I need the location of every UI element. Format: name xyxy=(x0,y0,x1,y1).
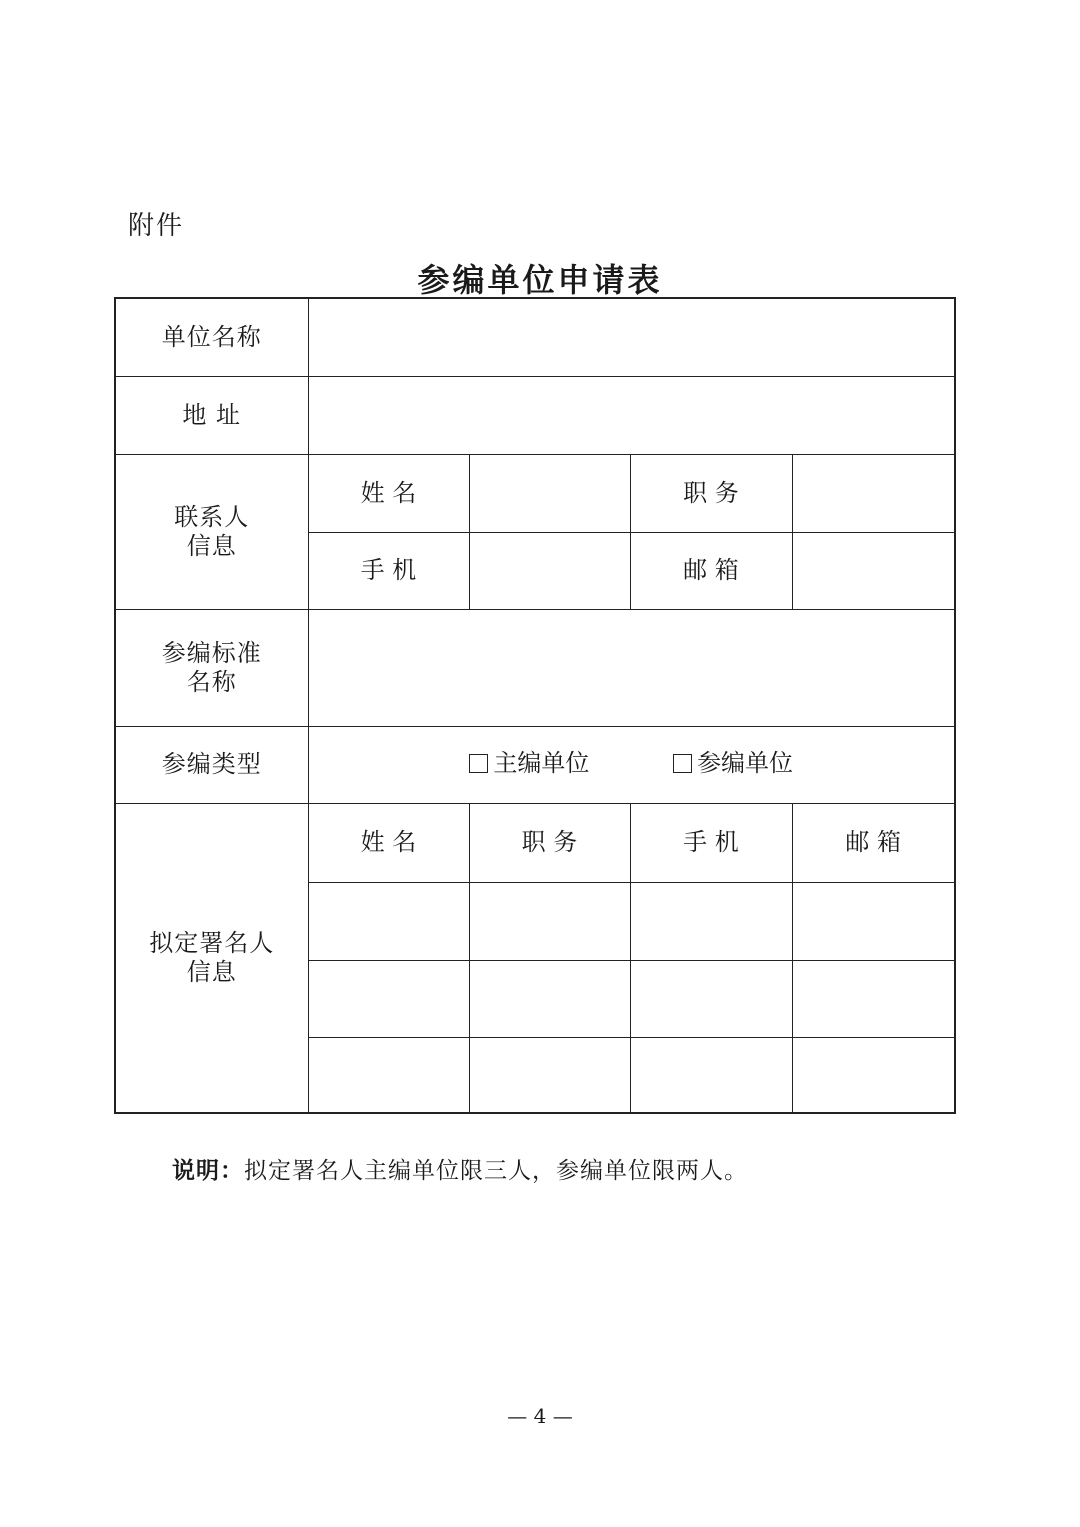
contact-name-field[interactable] xyxy=(469,454,630,532)
standard-name-field[interactable] xyxy=(308,609,955,726)
contact-email-label: 邮 箱 xyxy=(630,532,792,609)
signatory-2-name-field[interactable] xyxy=(308,960,469,1037)
unit-name-label: 单位名称 xyxy=(115,298,308,376)
address-label: 地 址 xyxy=(115,376,308,454)
unit-name-field[interactable] xyxy=(308,298,955,376)
signatory-3-email-field[interactable] xyxy=(792,1037,955,1113)
standard-name-label-line1: 参编标准 xyxy=(161,638,262,667)
signatory-info-label xyxy=(115,803,308,1113)
participating-editor-checkbox[interactable] xyxy=(673,754,692,773)
page-title: 参编单位申请表 xyxy=(417,261,663,299)
option-participating-editor[interactable] xyxy=(673,749,793,778)
contact-row-1 xyxy=(115,454,955,532)
signatory-header-row xyxy=(115,803,955,882)
signatory-col-mobile: 手 机 xyxy=(630,803,792,882)
participation-type-row xyxy=(115,726,955,803)
signatory-info-label-line2: 信息 xyxy=(186,957,237,986)
signatory-col-position: 职 务 xyxy=(469,803,630,882)
contact-info-label-line1: 联系人 xyxy=(174,502,250,531)
contact-mobile-label: 手 机 xyxy=(308,532,469,609)
address-field[interactable] xyxy=(308,376,955,454)
signatory-info-label-line1: 拟定署名人 xyxy=(149,928,275,957)
chief-editor-checkbox[interactable] xyxy=(469,754,488,773)
application-form-table xyxy=(114,297,956,1114)
contact-mobile-field[interactable] xyxy=(469,532,630,609)
signatory-1-mobile-field[interactable] xyxy=(630,882,792,960)
contact-name-label: 姓 名 xyxy=(308,454,469,532)
contact-info-label-line2: 信息 xyxy=(186,531,237,560)
participating-editor-label: 参编单位 xyxy=(697,749,794,778)
form-note xyxy=(172,1152,748,1185)
contact-email-field[interactable] xyxy=(792,532,955,609)
participation-type-options xyxy=(308,726,955,803)
signatory-1-name-field[interactable] xyxy=(308,882,469,960)
standard-name-label xyxy=(115,609,308,726)
chief-editor-label: 主编单位 xyxy=(493,749,590,778)
contact-position-label: 职 务 xyxy=(630,454,792,532)
signatory-3-position-field[interactable] xyxy=(469,1037,630,1113)
address-row xyxy=(115,376,955,454)
page-number: — 4 — xyxy=(507,1404,573,1428)
signatory-3-mobile-field[interactable] xyxy=(630,1037,792,1113)
option-chief-editor[interactable] xyxy=(469,749,589,778)
note-text: 拟定署名人主编单位限三人，参编单位限两人。 xyxy=(244,1158,748,1184)
standard-name-label-line2: 名称 xyxy=(186,667,237,696)
signatory-2-email-field[interactable] xyxy=(792,960,955,1037)
signatory-2-position-field[interactable] xyxy=(469,960,630,1037)
contact-info-label xyxy=(115,454,308,609)
attachment-label: 附件 xyxy=(128,211,185,241)
contact-position-field[interactable] xyxy=(792,454,955,532)
standard-name-row xyxy=(115,609,955,726)
signatory-col-email: 邮 箱 xyxy=(792,803,955,882)
signatory-3-name-field[interactable] xyxy=(308,1037,469,1113)
signatory-2-mobile-field[interactable] xyxy=(630,960,792,1037)
unit-name-row xyxy=(115,298,955,376)
signatory-col-name: 姓 名 xyxy=(308,803,469,882)
participation-type-label: 参编类型 xyxy=(115,726,308,803)
signatory-1-email-field[interactable] xyxy=(792,882,955,960)
note-prefix: 说明： xyxy=(172,1157,244,1184)
signatory-1-position-field[interactable] xyxy=(469,882,630,960)
